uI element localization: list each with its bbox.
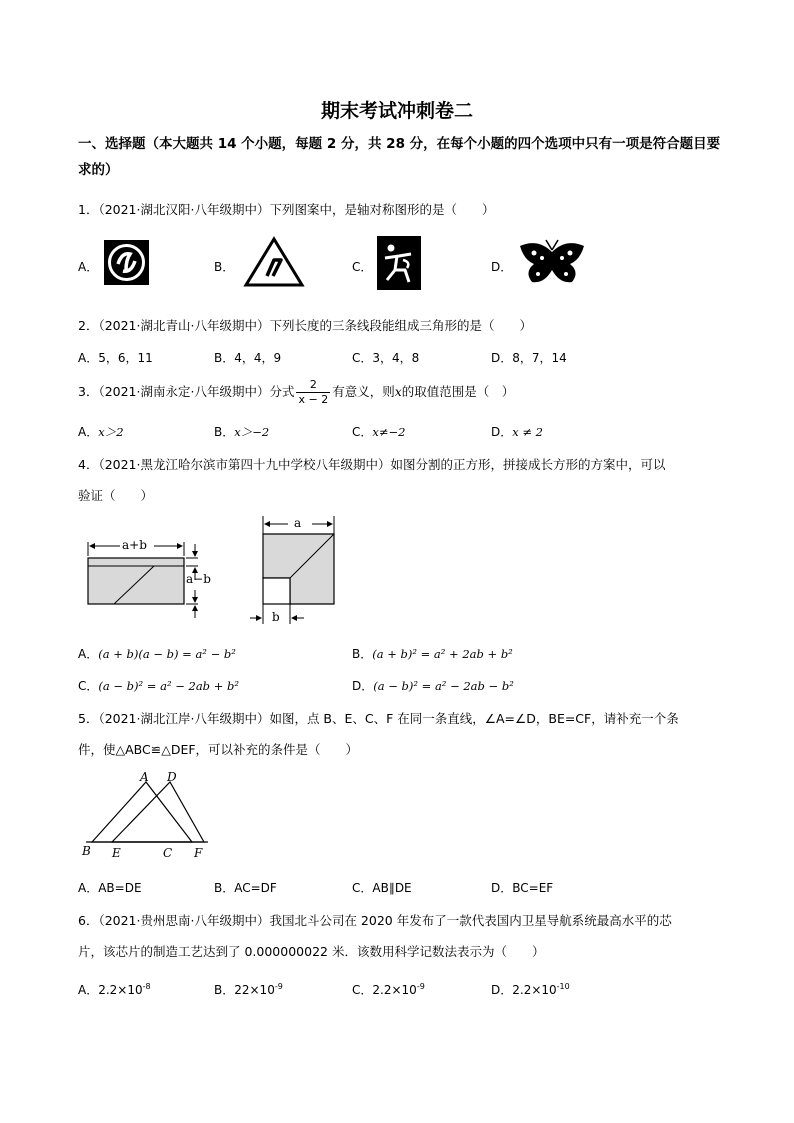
- butterfly-icon: [516, 238, 588, 290]
- q4-option-b: [352, 645, 513, 662]
- q4-option-b-label: B．: [352, 647, 373, 661]
- q1-label-a: A．: [78, 260, 99, 274]
- q6-option-c-base: 2.2×10: [372, 983, 417, 997]
- q4-label-a-minus-b: a−b: [186, 572, 211, 586]
- page-title: 期末考试冲刺卷二: [320, 100, 473, 122]
- q3-option-c: [352, 423, 405, 440]
- q3-option-a-label: A．: [78, 425, 99, 439]
- q4-option-a: [78, 645, 236, 662]
- q6-option-d-exponent: -10: [556, 982, 570, 991]
- q4-option-c-label: C．: [78, 679, 99, 693]
- q6-stem-line2: 片，该芯片的制造工艺达到了 0.000000022 米．该数用科学记数法表示为（ ）: [78, 944, 545, 959]
- q1-label-d: D．: [491, 260, 513, 274]
- q2-option-b: B．4，4，9: [214, 351, 282, 365]
- q4-option-a-expr: (a + b)(a − b) = a² − b²: [98, 647, 236, 661]
- dancing-figure-icon: [377, 236, 421, 290]
- q3-option-b-expr: x＞−2: [234, 425, 270, 439]
- q3-fraction-numerator: 2: [296, 378, 330, 393]
- q4-option-c-expr: (a − b)² = a² − 2ab + b²: [98, 679, 239, 693]
- q6-option-d-label: D．: [491, 983, 513, 997]
- q5-option-a: A．AB=DE: [78, 881, 142, 895]
- q3-option-a-expr: x＞2: [98, 425, 124, 439]
- q6-option-a-base: 2.2×10: [98, 983, 143, 997]
- q3-stem: [78, 376, 514, 408]
- q4-figure-rectangle: [82, 532, 222, 632]
- q3-stem-post: 的取值范围是（ ）: [401, 384, 515, 399]
- q6-option-b-label: B．: [214, 983, 235, 997]
- q6-option-a-exponent: -8: [142, 982, 151, 991]
- circle-emblem-icon: [104, 240, 149, 285]
- q4-option-d-expr: (a − b)² = a² − 2ab − b²: [373, 679, 514, 693]
- q6-option-c-label: C．: [352, 983, 373, 997]
- q4-stem-line2: 验证（ ）: [78, 488, 154, 503]
- q3-option-b-label: B．: [214, 425, 235, 439]
- q3-fraction-denominator: x − 2: [298, 393, 329, 406]
- q3-option-b: [214, 423, 269, 440]
- q5-point-f: F: [194, 846, 203, 860]
- q6-stem-line1: 6．（2021·贵州思南·八年级期中）我国北斗公司在 2020 年发布了一款代表国内卫星导航系统最高水平的芯: [78, 913, 672, 928]
- q4-option-a-label: A．: [78, 647, 99, 661]
- q4-label-a-plus-b: a+b: [122, 538, 147, 552]
- q4-option-d: [352, 677, 514, 694]
- q3-option-c-expr: x≠−2: [372, 425, 406, 439]
- q5-point-a: A: [140, 770, 149, 784]
- q5-point-e: E: [112, 846, 121, 860]
- q3-option-d: [491, 423, 543, 440]
- q1-stem: 1．（2021·湖北汉阳·八年级期中）下列图案中，是轴对称图形的是（ ）: [78, 202, 495, 217]
- q6-option-d-base: 2.2×10: [512, 983, 557, 997]
- q5-stem-line2: 件，使△ABC≌△DEF，可以补充的条件是（ ）: [78, 742, 359, 757]
- q3-stem-pre: 3．（2021·湖南永定·八年级期中）分式: [78, 384, 295, 399]
- q3-variable: x: [394, 384, 402, 399]
- section-heading-line1: 一、选择题（本大题共 14 个小题，每题 2 分，共 28 分，在每个小题的四个选项中只有一项是符合题目要: [78, 136, 721, 152]
- q1-label-b: B．: [214, 260, 235, 274]
- q5-point-d: D: [167, 770, 177, 784]
- q3-option-c-label: C．: [352, 425, 373, 439]
- q6-option-d: [491, 981, 570, 998]
- q5-option-b: B．AC=DF: [214, 881, 277, 895]
- q5-triangle-figure: [78, 770, 218, 862]
- q1-label-c: C．: [352, 260, 373, 274]
- q3-stem-mid: 有意义，则: [332, 384, 395, 399]
- q6-option-a-label: A．: [78, 983, 99, 997]
- q6-option-c: [352, 981, 425, 998]
- q6-option-b-base: 22×10: [234, 983, 275, 997]
- q3-option-a: [78, 423, 124, 440]
- q5-point-b: B: [82, 844, 91, 858]
- q5-stem-line1: 5．（2021·湖北江岸·八年级期中）如图，点 B、E、C、F 在同一条直线，∠A=∠D，BE=CF，请补充一个条: [78, 711, 679, 726]
- q4-label-b: b: [272, 610, 280, 624]
- q3-option-d-label: D．: [491, 425, 513, 439]
- q4-option-c: [78, 677, 239, 694]
- q2-option-c: C．3，4，8: [352, 351, 420, 365]
- q5-option-c: C．AB∥DE: [352, 881, 412, 895]
- section-heading: [78, 131, 720, 183]
- triangle-sign-icon: [243, 236, 305, 288]
- q5-option-d: D．BC=EF: [491, 881, 554, 895]
- q4-option-d-label: D．: [352, 679, 374, 693]
- section-heading-line2: 求的）: [78, 162, 119, 178]
- q4-option-b-expr: (a + b)² = a² + 2ab + b²: [372, 647, 513, 661]
- q2-stem: 2．（2021·湖北青山·八年级期中）下列长度的三条线段能组成三角形的是（ ）: [78, 318, 532, 333]
- q4-label-a: a: [294, 516, 302, 530]
- q4-stem-line1: 4．（2021·黑龙江哈尔滨市第四十九中学校八年级期中）如图分割的正方形，拼接成长方形的方案中，可以: [78, 457, 666, 472]
- q6-option-b: [214, 981, 283, 998]
- q6-option-b-exponent: -9: [274, 982, 283, 991]
- q2-option-d: D．8，7，14: [491, 351, 567, 365]
- q3-fraction: [296, 378, 330, 407]
- q3-option-d-expr: x ≠ 2: [512, 425, 543, 439]
- q6-option-a: [78, 981, 151, 998]
- q4-figure-square: [240, 510, 350, 630]
- q5-point-c: C: [163, 846, 173, 860]
- q6-option-c-exponent: -9: [416, 982, 425, 991]
- q2-option-a: A．5，6，11: [78, 351, 153, 365]
